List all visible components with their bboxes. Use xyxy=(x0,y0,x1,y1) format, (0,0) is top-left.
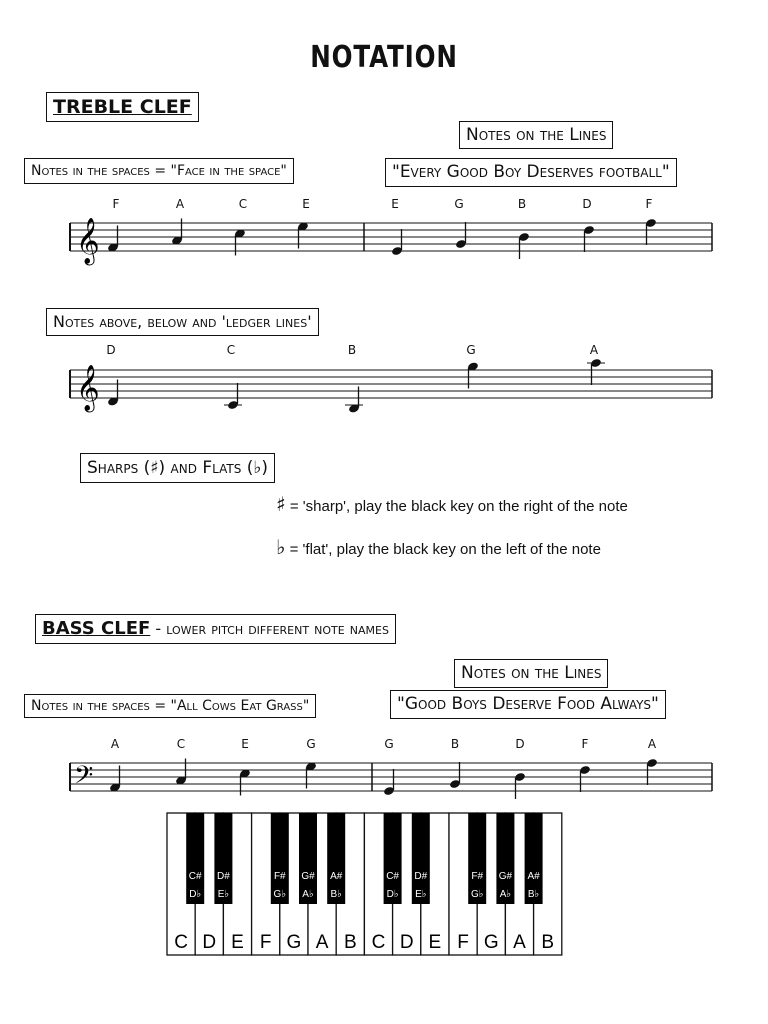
bass-line-note-label: G xyxy=(384,737,394,751)
black-key-flat-label: A♭ xyxy=(499,889,512,900)
bass-line-note-label: A xyxy=(647,737,657,751)
bass-clef-icon: 𝄢 xyxy=(74,761,94,796)
white-key-label: D xyxy=(399,932,414,953)
ledger-note-label: B xyxy=(347,343,357,357)
black-key-sharp-label: A# xyxy=(330,871,343,882)
black-key-sharp-label: G# xyxy=(301,871,315,882)
bass-line-note xyxy=(646,758,658,785)
black-key-sharp-label: C# xyxy=(386,871,399,882)
black-key-sharp-label: A# xyxy=(527,871,540,882)
white-key-label: E xyxy=(231,932,244,953)
treble-space-note-label: E xyxy=(302,197,310,211)
bass-line-note-label: B xyxy=(450,737,460,751)
ledger-note-label: C xyxy=(226,343,236,357)
white-key-label: F xyxy=(259,932,272,953)
treble-line-note-label: G xyxy=(454,197,464,211)
white-key-label: A xyxy=(513,932,526,953)
black-key-sharp-label: F# xyxy=(273,871,286,882)
treble-lines-label: "Every Good Boy Deserves football" xyxy=(385,158,677,187)
ledger-heading: Notes above, below and 'ledger lines' xyxy=(46,308,319,336)
sharp-explanation xyxy=(276,492,628,516)
bass-space-note-label: G xyxy=(306,737,316,751)
white-key-label: F xyxy=(457,932,469,953)
ledger-note-label: D xyxy=(106,343,116,357)
treble-clef-icon: 𝄞 xyxy=(76,218,100,264)
treble-line-note xyxy=(583,225,595,252)
bass-line-note xyxy=(579,765,591,792)
treble-line-note xyxy=(391,229,403,256)
black-key-flat-label: D♭ xyxy=(189,889,202,900)
bass-line-note xyxy=(383,769,395,796)
flat-explanation xyxy=(276,535,601,559)
sharp-icon: ♯ xyxy=(276,492,286,516)
treble-spaces-label: Notes in the spaces = "Face in the space" xyxy=(24,158,294,184)
treble-line-note-label: B xyxy=(517,197,527,211)
treble-clef-heading xyxy=(46,92,199,122)
black-key-sharp-label: C# xyxy=(188,871,202,882)
ledger-note xyxy=(587,358,605,385)
bass-lines-label: "Good Boys Deserve Food Always" xyxy=(390,690,666,719)
treble-clef-heading-text: TREBLE CLEF xyxy=(53,96,192,118)
black-key-flat-label: B♭ xyxy=(330,889,342,900)
white-key-label: E xyxy=(428,932,442,953)
bass-line-note xyxy=(449,762,461,789)
bass-line-note-label: D xyxy=(515,737,525,751)
bass-line-note-label: F xyxy=(581,737,589,751)
treble-clef-icon-2: 𝄞 xyxy=(76,365,100,411)
black-key-flat-label: G♭ xyxy=(470,889,484,900)
bass-space-note-label: E xyxy=(241,737,249,751)
black-key-sharp-label: D# xyxy=(217,871,230,882)
bass-lines-heading: Notes on the Lines xyxy=(454,659,608,688)
white-key-label: B xyxy=(541,932,555,953)
white-key-label: G xyxy=(286,932,302,953)
treble-line-note-label: D xyxy=(582,197,592,211)
flat-icon: ♭ xyxy=(276,535,286,559)
bass-clef-heading xyxy=(35,614,396,644)
white-key-label: A xyxy=(315,932,329,953)
black-key-flat-label: D♭ xyxy=(386,889,399,900)
page-title: NOTATION xyxy=(310,40,458,75)
black-key-sharp-label: G# xyxy=(498,871,513,882)
bass-spaces-label: Notes in the spaces = "All Cows Eat Grass" xyxy=(24,694,316,718)
bass-space-note-label: A xyxy=(110,737,120,751)
bass-clef-heading-text: BASS CLEF xyxy=(42,618,151,639)
treble-line-note xyxy=(518,232,530,259)
piano-keyboard xyxy=(166,812,564,956)
bass-clef-subheading: - lower pitch different note names xyxy=(150,619,389,638)
treble-line-note xyxy=(455,222,467,249)
black-key-flat-label: G♭ xyxy=(273,889,287,900)
ledger-note-label: A xyxy=(589,343,599,357)
white-key-label: B xyxy=(343,932,357,953)
ledger-note-label: G xyxy=(466,343,476,357)
black-key-sharp-label: F# xyxy=(471,871,484,882)
treble-space-note-label: A xyxy=(175,197,185,211)
treble-space-note-label: F xyxy=(112,197,120,211)
black-key-flat-label: A♭ xyxy=(302,889,314,900)
bass-line-note xyxy=(514,772,526,799)
flat-text: = 'flat', play the black key on the left of the note xyxy=(285,541,601,558)
bass-space-note-label: C xyxy=(176,737,186,751)
treble-line-note xyxy=(645,218,657,245)
treble-lines-heading: Notes on the Lines xyxy=(459,121,613,149)
black-key-sharp-label: D# xyxy=(414,871,428,882)
white-key-label: C xyxy=(371,932,386,953)
black-key-flat-label: E♭ xyxy=(217,889,230,900)
black-key-flat-label: E♭ xyxy=(415,889,427,900)
ledger-note xyxy=(224,383,242,410)
sharp-text: = 'sharp', play the black key on the right of the note xyxy=(285,498,628,515)
white-key-label: C xyxy=(174,932,188,953)
white-key-label: D xyxy=(202,932,217,953)
treble-line-note-label: E xyxy=(391,197,399,211)
accidentals-heading: Sharps (♯) and Flats (♭) xyxy=(80,453,275,483)
black-key-flat-label: B♭ xyxy=(527,889,540,900)
white-key-label: G xyxy=(483,932,499,953)
treble-line-note-label: F xyxy=(645,197,653,211)
treble-space-note-label: C xyxy=(238,197,248,211)
